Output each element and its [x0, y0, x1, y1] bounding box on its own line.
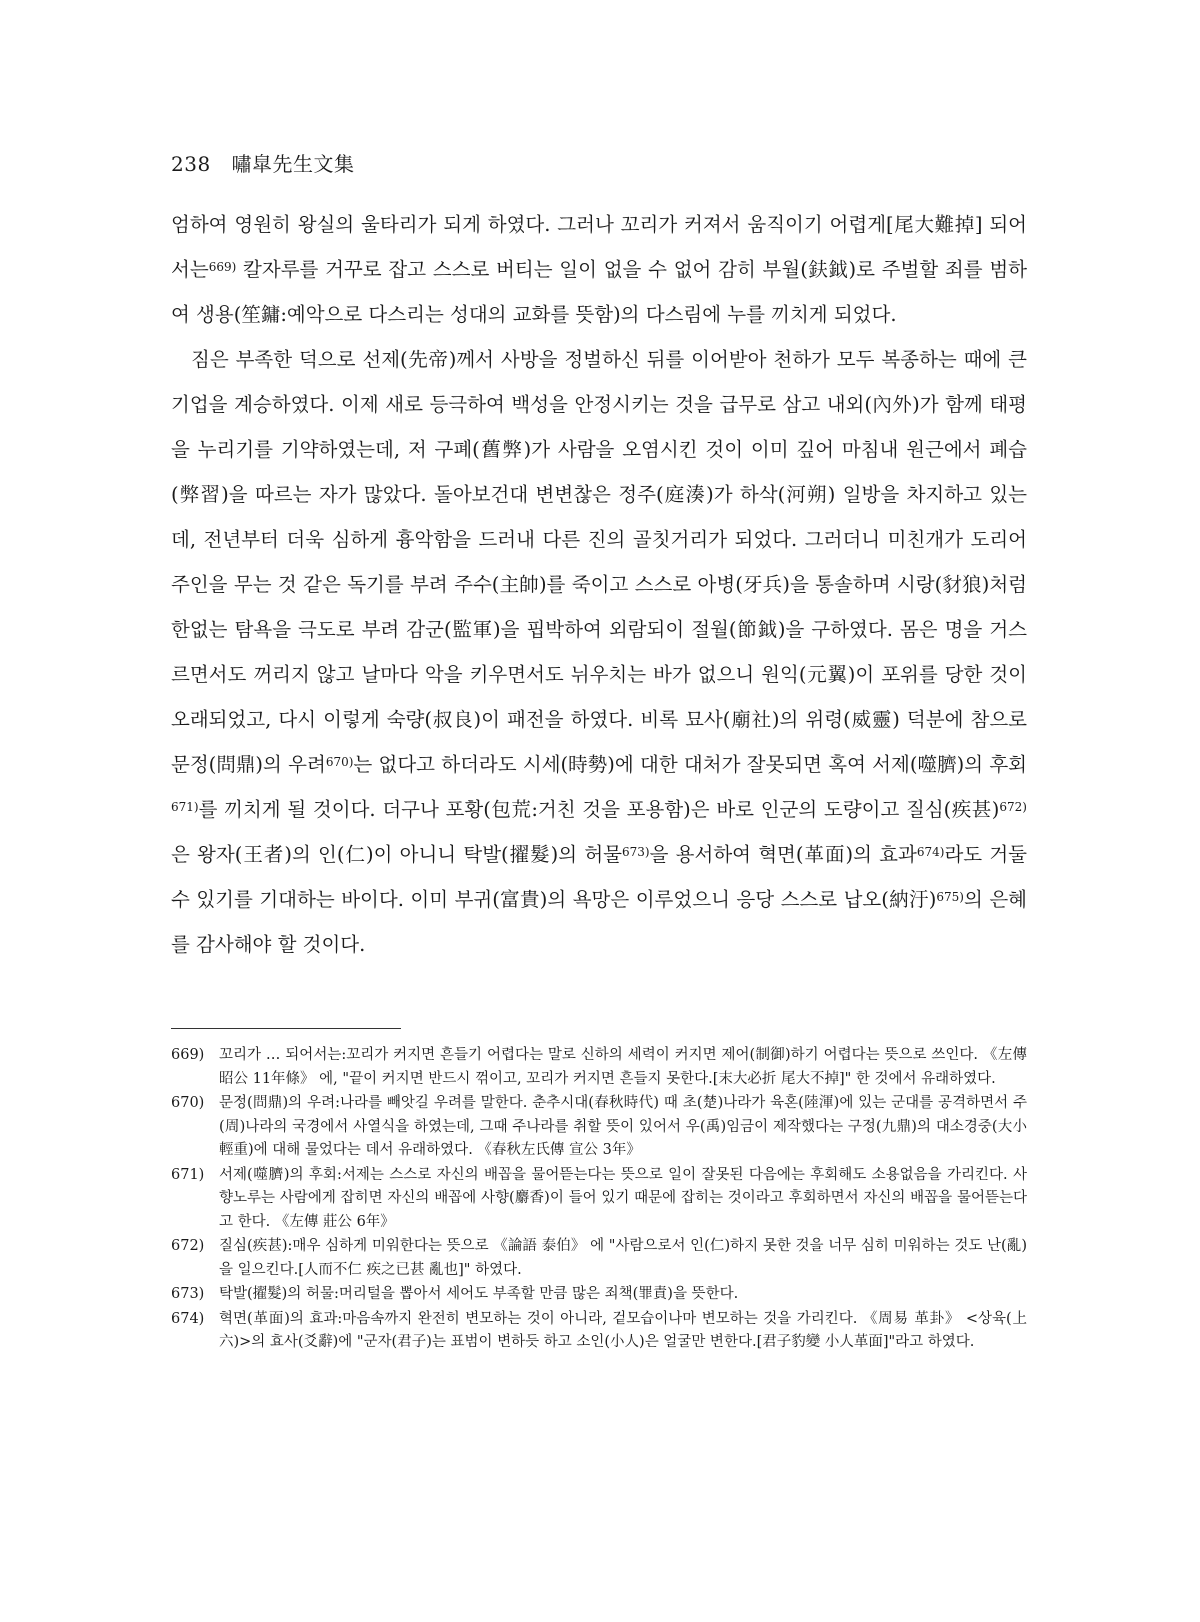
body-text-span: 짐은 부족한 덕으로 선제(先帝)께서 사방을 정벌하신 뒤를 이어받아 천하가 모두 복종하는 때에 큰 기업을 계승하였다. 이제 새로 등극하여 백성을 안정시키는 것을 급무로 삼고 내외(內外)가 함께 태평을 누리기를 기약하였는데, 저 구폐(舊弊)가 사람을 오염시킨 것이 이미 깊어 마침내 원근에서 폐습(弊習)을 따르는 자가 많았다. 돌아보건대 변변찮은 정주(庭湊)가 하삭(河朔) 일방을 차지하고 있는데, 전년부터 더욱 심하게 흉악함을 드러내 다른 진의 골칫거리가 되었다. 그러더니 미친개가 도리어 주인을 무는 것 같은 독기를 부려 주수(主帥)를 죽이고 스스로 아병(牙兵)을 통솔하며 시랑(豺狼)처럼 한없는 탐욕을 극도로 부려 감군(監軍)을 핍박하여 외람되이 절월(節鉞)을 구하였다. 몸은 명을 거스르면서도 꺼리지 않고 날마다 악을 키우면서도 뉘우치는 바가 없으니 원익(元翼)이 포위를 당한 것이 오래되었고, 다시 이렇게 숙량(叔良)이 패전을 하였다. 비록 묘사(廟社)의 위령(威靈) 덕분에 참으로 문정(問鼎)의 우려 [171, 348, 1028, 776]
footnote-number: 672) [171, 1238, 205, 1254]
footnote-number: 670) [171, 1095, 205, 1111]
running-head [171, 148, 355, 177]
body-text-span: 는 없다고 하더라도 시세(時勢)에 대한 대처가 잘못되면 혹여 서제(噬臍)의 후회 [353, 753, 1027, 776]
body-text [171, 202, 1027, 967]
footnote-number: 674) [171, 1310, 205, 1327]
footnote-text: 서제(噬臍)의 후회:서제는 스스로 자신의 배꼽을 물어뜯는다는 뜻으로 일이 잘못된 다음에는 후회해도 소용없음을 가리킨다. 사향노루는 사람에게 잡히면 자신의 배꼽에 사향(麝香)이 들어 있기 때문에 잡히는 것이라고 후회하면서 자신의 배꼽을 물어뜯는다고 한다. 《左傳 莊公 6年》 [219, 1166, 1027, 1230]
body-text-span: 은 왕자(王者)의 인(仁)이 아니니 탁발(擢髮)의 허물 [171, 843, 622, 866]
body-text-span: 엄하여 영원히 왕실의 울타리가 되게 하였다. 그러나 꼬리가 커져서 움직이기 어렵게[尾大難掉] 되어서는 [171, 213, 1027, 281]
footnote-text: 문정(問鼎)의 우려:나라를 빼앗길 우려를 말한다. 춘추시대(春秋時代) 때 초(楚)나라가 육혼(陸渾)에 있는 군대를 공격하면서 주(周)나라의 국경에서 사열식을 하였는데, 그때 주나라를 취할 뜻이 있어서 우(禹)임금이 제작했다는 구정(九鼎)의 대소경중(大小輕重)에 대해 물었다는 데서 유래하였다. 《春秋左氏傳 宣公 3年》 [219, 1095, 1027, 1158]
footnote-item [171, 1235, 1027, 1282]
book-title: 嘯皐先生文集 [231, 152, 355, 176]
footnote-text: 혁면(革面)의 효과:마음속까지 완전히 변모하는 것이 아니라, 겉모습이나마 변모하는 것을 가리킨다. 《周易 革卦》 <상육(上六)>의 효사(爻辭)에 "군자(君子)는 표범이 변하듯 하고 소인(小人)은 얼굴만 변한다.[君子豹變 小人革面]"라고 하였다. [219, 1310, 1027, 1350]
body-text-span: 을 용서하여 혁면(革面)의 효과 [649, 843, 917, 866]
footnote-number: 669) [171, 1047, 205, 1063]
footnote-reference: 670) [325, 755, 354, 769]
footnote-text: 꼬리가 … 되어서는:꼬리가 커지면 흔들기 어렵다는 말로 신하의 세력이 커지면 제어(制御)하기 어렵다는 뜻으로 쓰인다. 《左傳 昭公 11年條》 에, "끝이 커지면 반드시 꺾이고, 꼬리가 커지면 흔들지 못한다.[末大必折 尾大不掉]" 한 것에서 유래하였다. [219, 1047, 1027, 1087]
footnote-item [171, 1044, 1027, 1091]
footnote-item [171, 1308, 1027, 1355]
footnote-reference: 674) [916, 845, 945, 859]
footnote-reference: 671) [171, 800, 199, 814]
footnote-reference: 673) [622, 845, 650, 859]
body-paragraph [171, 202, 1027, 337]
footnote-reference: 675) [936, 890, 964, 904]
footnote-number: 673) [171, 1286, 205, 1302]
footnote-item [171, 1164, 1027, 1235]
footnotes [171, 1044, 1027, 1356]
footnote-item [171, 1283, 1027, 1307]
footnote-text: 질심(疾甚):매우 심하게 미워한다는 뜻으로 《論語 泰伯》 에 "사람으로서 인(仁)하지 못한 것을 너무 심히 미워하는 것도 난(亂)을 일으킨다.[人而不仁 疾之已甚 亂也]" 하였다. [219, 1238, 1027, 1278]
body-text-span: 를 끼치게 될 것이다. 더구나 포황(包荒:거친 것을 포용함)은 바로 인군의 도량이고 질심(疾甚) [198, 798, 1000, 821]
body-paragraph [171, 337, 1027, 967]
footnote-text: 탁발(擢髮)의 허물:머리털을 뽑아서 세어도 부족할 만큼 많은 죄책(罪責)을 뜻한다. [219, 1286, 739, 1302]
footnote-reference: 669) [208, 260, 237, 274]
body-text-span: 라도 거둘 수 있기를 기대하는 바이다. 이미 부귀(富貴)의 욕망은 이루었으니 응당 스스로 납오(納汙) [171, 843, 1027, 911]
page-number: 238 [171, 152, 211, 176]
body-text-span: 의 은혜를 감사해야 할 것이다. [171, 888, 1027, 956]
body-text-span: 칼자루를 거꾸로 잡고 스스로 버티는 일이 없을 수 없어 감히 부월(鈇鉞)로 주벌할 죄를 범하여 생용(笙鏞:예악으로 다스리는 성대의 교화를 뜻함)의 다스림에 누를 끼치게 되었다. [171, 258, 1027, 326]
footnote-item [171, 1092, 1027, 1163]
footnote-number: 671) [171, 1166, 205, 1183]
footnote-reference: 672) [999, 800, 1027, 814]
footnote-divider [171, 1028, 401, 1029]
